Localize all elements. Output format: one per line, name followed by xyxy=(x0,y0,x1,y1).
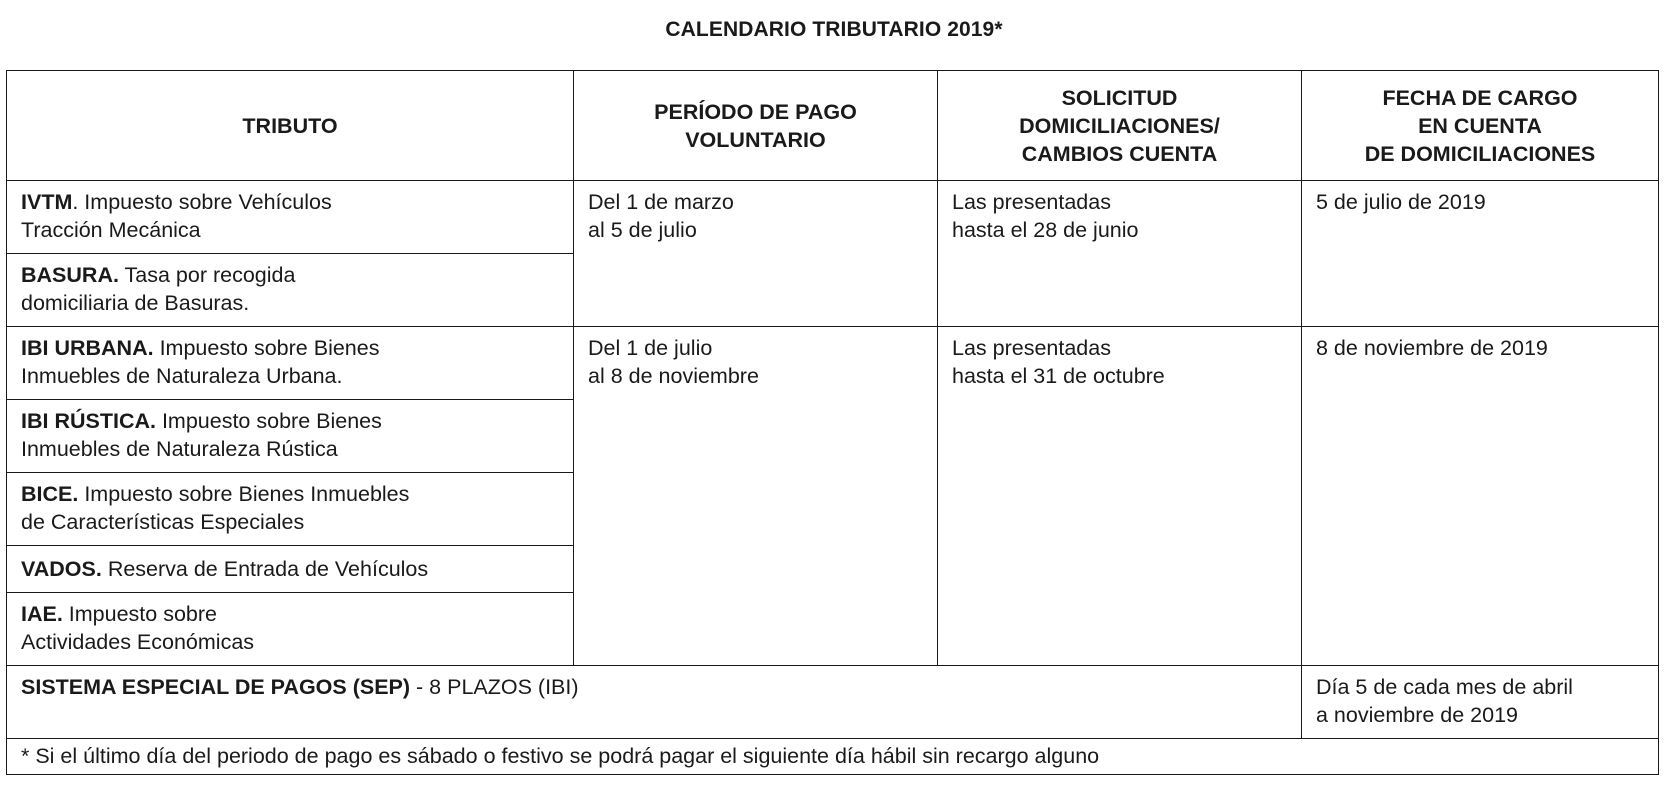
header-periodo: PERÍODO DE PAGO VOLUNTARIO xyxy=(574,71,938,181)
tributo-cell-iae: IAE. Impuesto sobre Actividades Económicas xyxy=(7,593,574,666)
solicitud-cell-group-2: Las presentadas hasta el 31 de octubre xyxy=(938,327,1302,666)
tributo-cell-ibi-rustica: IBI RÚSTICA. Impuesto sobre Bienes Inmuebles de Naturaleza Rústica xyxy=(7,400,574,473)
tributo-cell-ivtm: IVTM. Impuesto sobre Vehículos Tracción Mecánica xyxy=(7,181,574,254)
table-row xyxy=(7,327,1659,400)
header-tributo: TRIBUTO xyxy=(7,71,574,181)
tributo-cell-ibi-urbana: IBI URBANA. Impuesto sobre Bienes Inmuebles de Naturaleza Urbana. xyxy=(7,327,574,400)
fecha-cell-group-1: 5 de julio de 2019 xyxy=(1302,181,1659,327)
sep-fecha-cell: Día 5 de cada mes de abril a noviembre de 2019 xyxy=(1302,666,1659,739)
periodo-cell-group-2: Del 1 de julio al 8 de noviembre xyxy=(574,327,938,666)
fecha-cell-group-2: 8 de noviembre de 2019 xyxy=(1302,327,1659,666)
tributo-cell-vados: VADOS. Reserva de Entrada de Vehículos xyxy=(7,546,574,593)
tax-calendar-table xyxy=(6,70,1659,775)
table-row xyxy=(7,666,1659,739)
table-row xyxy=(7,181,1659,254)
page-title: CALENDARIO TRIBUTARIO 2019* xyxy=(665,18,1003,41)
header-row xyxy=(7,71,1659,181)
header-solicitud: SOLICITUD DOMICILIACIONES/ CAMBIOS CUENTA xyxy=(938,71,1302,181)
tributo-cell-bice: BICE. Impuesto sobre Bienes Inmuebles de Características Especiales xyxy=(7,473,574,546)
tributo-cell-basura: BASURA. Tasa por recogida domiciliaria de Basuras. xyxy=(7,254,574,327)
sep-cell: SISTEMA ESPECIAL DE PAGOS (SEP) - 8 PLAZOS (IBI) xyxy=(7,666,1302,739)
solicitud-cell-group-1: Las presentadas hasta el 28 de junio xyxy=(938,181,1302,327)
periodo-cell-group-1: Del 1 de marzo al 5 de julio xyxy=(574,181,938,327)
footnote: * Si el último día del periodo de pago es sábado o festivo se podrá pagar el siguiente día hábil sin recargo alguno xyxy=(7,739,1659,775)
header-fecha-cargo: FECHA DE CARGO EN CUENTA DE DOMICILIACIONES xyxy=(1302,71,1659,181)
footnote-row xyxy=(7,739,1659,775)
